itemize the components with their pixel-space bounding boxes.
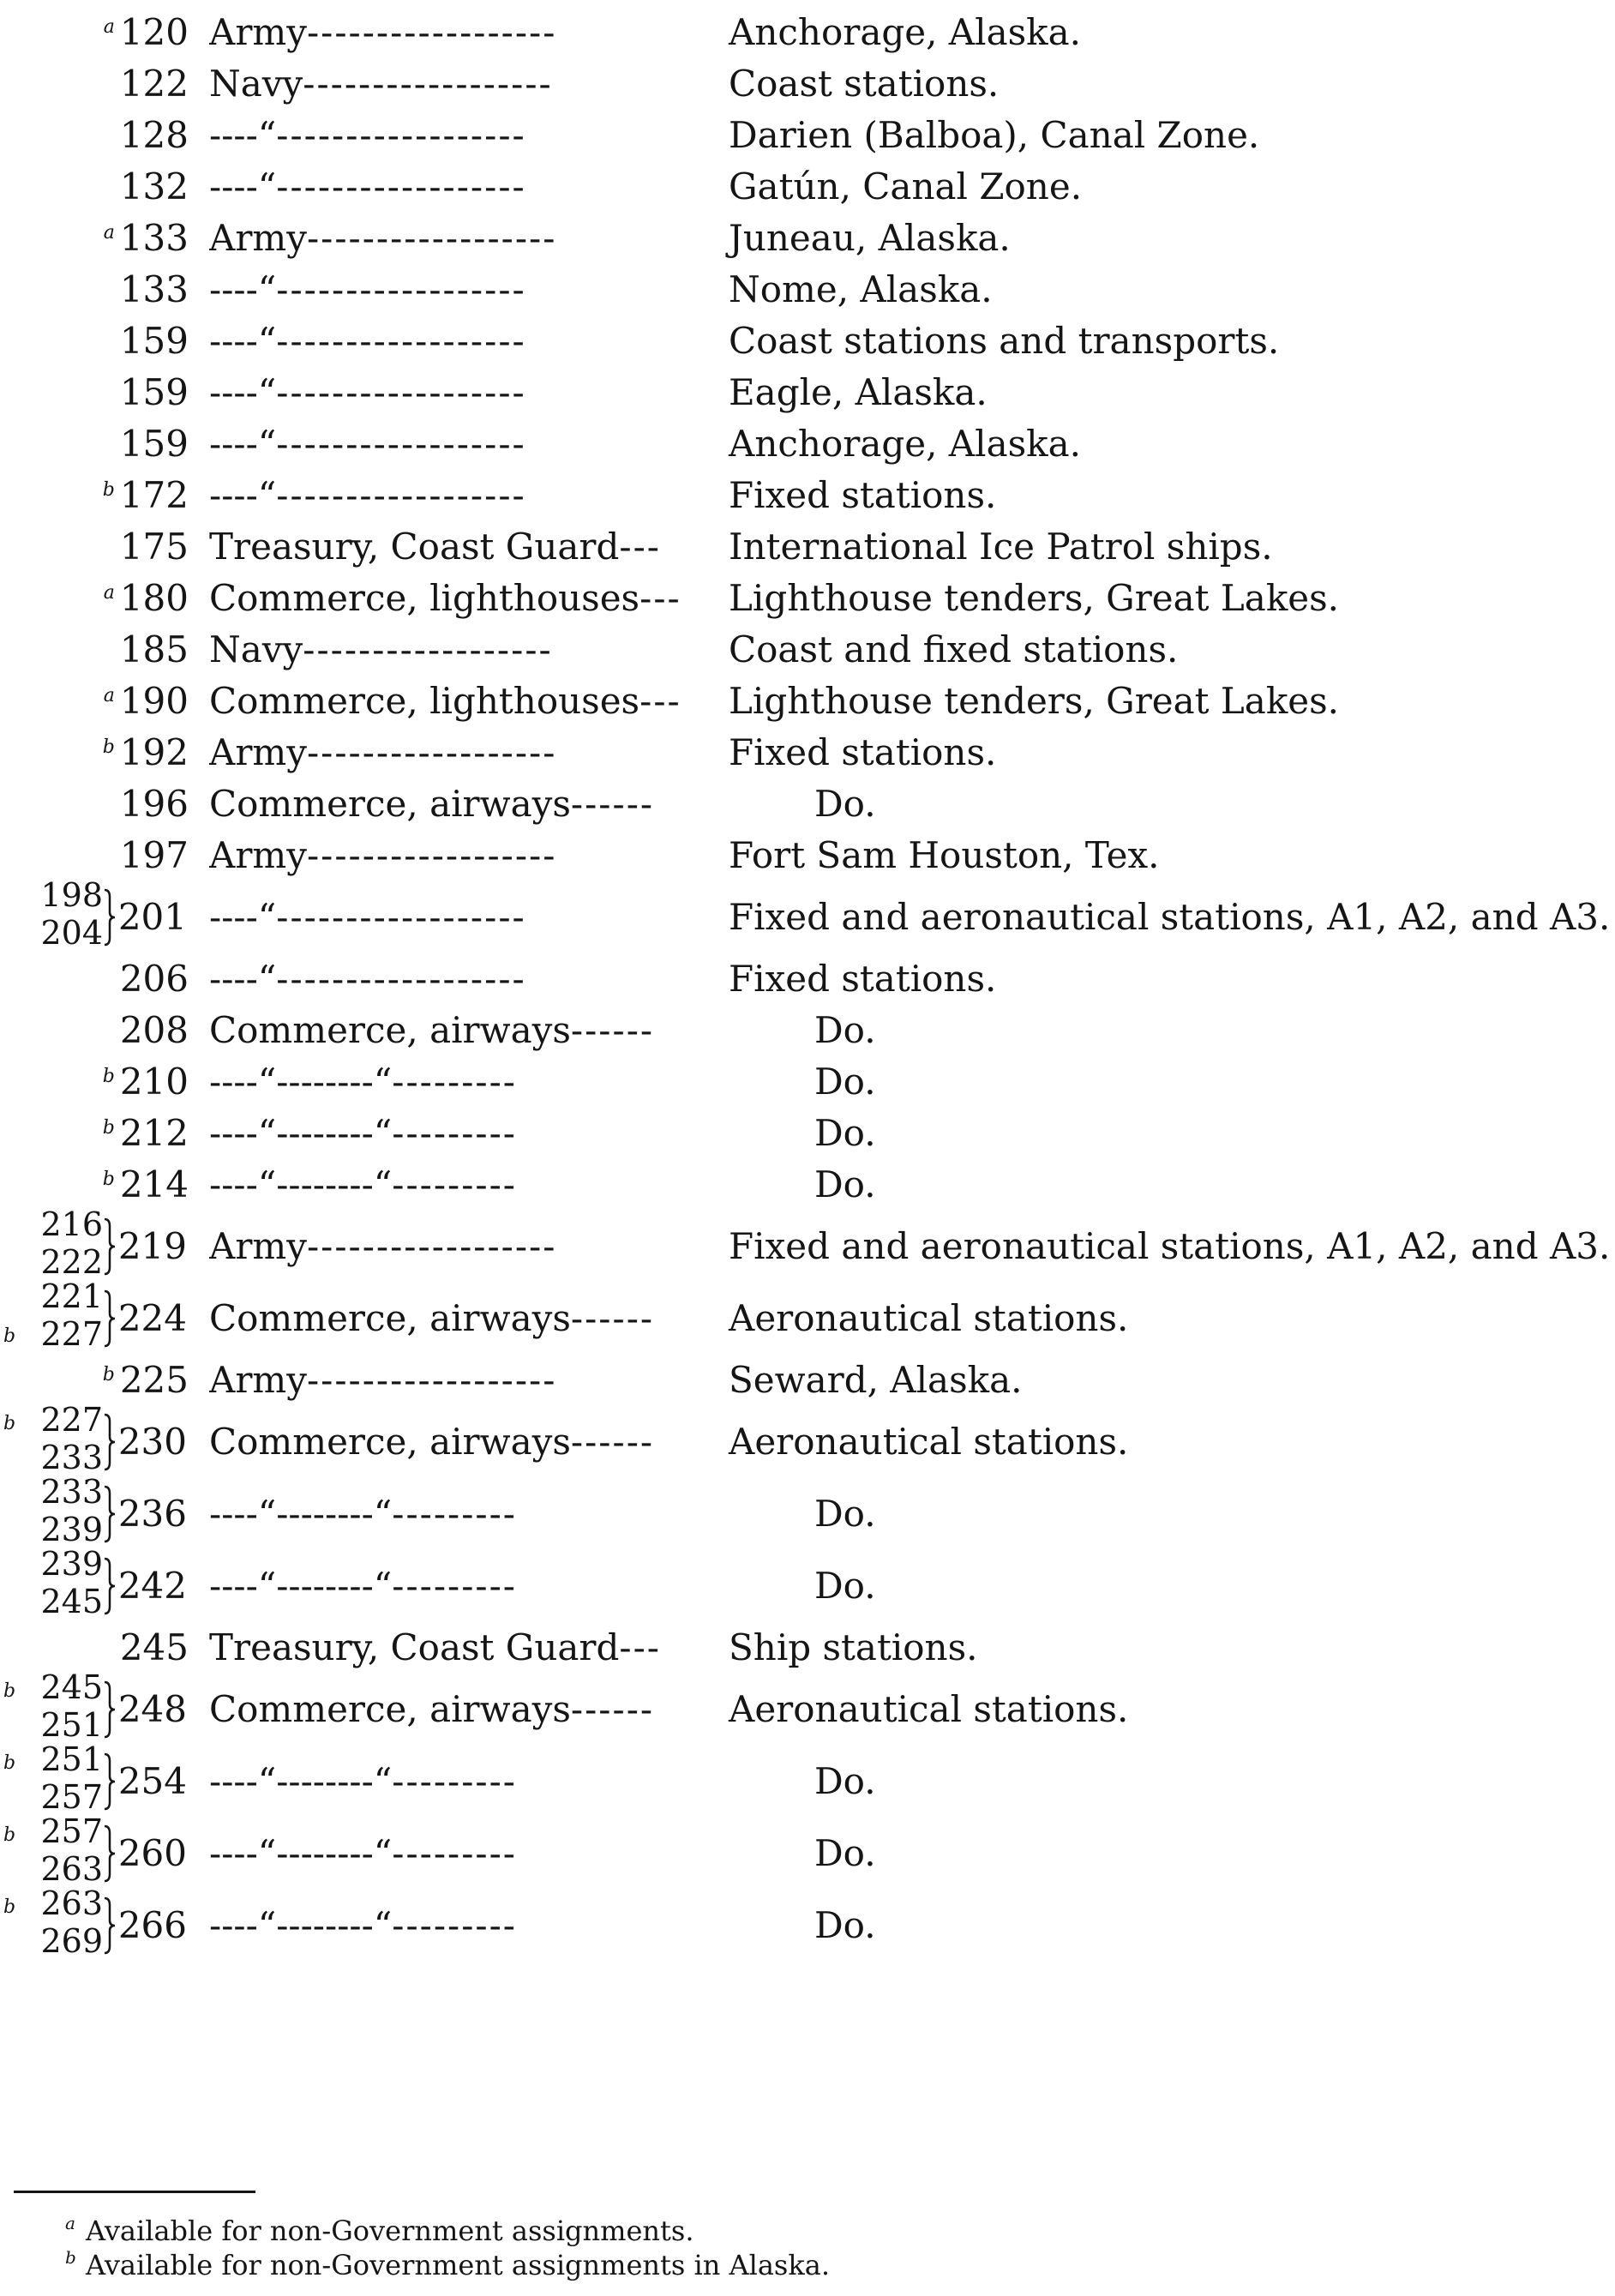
range-start: 239: [40, 1545, 103, 1583]
table-row: [0, 1884, 1615, 1960]
table-row: [0, 1205, 1615, 1281]
range-end: 233: [40, 1439, 103, 1476]
frequency-kc: [103, 1108, 189, 1159]
leader-dashes: ---: [639, 577, 681, 619]
agency-name: ----“: [209, 320, 277, 362]
footnote-mark: a: [103, 16, 115, 38]
range-end: 204: [40, 914, 103, 952]
table-row: [0, 1056, 1615, 1108]
frequency-kc: [115, 264, 189, 316]
frequency-value: 196: [119, 783, 189, 825]
agency: [209, 1552, 706, 1620]
range-start: 245: [40, 1668, 103, 1706]
leader-dashes: ------: [570, 1297, 655, 1339]
frequency-kc: [103, 1159, 189, 1211]
agency: [209, 316, 706, 367]
frequency-kc: [113, 1891, 187, 1960]
agency: [209, 1108, 706, 1159]
frequency-value: 190: [119, 680, 189, 722]
leader-dashes: ------------------: [276, 896, 526, 938]
frequency-value: 197: [119, 834, 189, 876]
agency: [209, 213, 706, 264]
frequency-kc: [104, 7, 189, 58]
range-start: 221: [40, 1277, 103, 1315]
frequency-kc: [115, 316, 189, 367]
agency: [209, 1056, 706, 1108]
footnote-mark: b: [102, 1066, 115, 1087]
table-row: [0, 1355, 1615, 1406]
frequency-kc: [113, 1408, 187, 1476]
agency: [209, 7, 706, 58]
agency-name: Army: [209, 217, 307, 259]
leader-dashes: ------------------: [276, 371, 526, 413]
table-row: [0, 573, 1615, 624]
agency-name: Army: [209, 11, 307, 53]
table-row: [0, 1545, 1615, 1620]
footnote-mark: b: [102, 736, 115, 758]
assignment: Aeronautical stations.: [729, 1421, 1129, 1463]
agency-name: ----“: [209, 165, 277, 207]
leader-dashes: ---------: [392, 1493, 517, 1535]
assignment: Nome, Alaska.: [729, 268, 993, 310]
frequency-value: 133: [119, 268, 189, 310]
assignment: Lighthouse tenders, Great Lakes.: [729, 577, 1340, 619]
leader-dashes: ---------: [392, 1832, 517, 1874]
agency-name: Commerce, airways: [209, 1297, 571, 1339]
frequency-value: 159: [119, 371, 189, 413]
frequency-value: 208: [119, 1009, 189, 1051]
range-start: 216: [40, 1205, 103, 1243]
agency: [209, 676, 706, 727]
footnote-mark: b: [102, 1117, 115, 1139]
frequency-kc: [103, 470, 189, 521]
footnote-mark: b: [102, 1364, 115, 1385]
agency-name: ----“--------“: [209, 1565, 393, 1607]
frequency-value: 206: [119, 958, 189, 1000]
agency: [209, 1747, 706, 1816]
leader-dashes: ---: [639, 680, 681, 722]
frequency-value: 236: [117, 1493, 187, 1535]
leader-dashes: ---------: [392, 1163, 517, 1205]
agency-name: Treasury, Coast Guard: [209, 526, 620, 568]
agency: [209, 1819, 706, 1888]
frequency-kc: [103, 727, 189, 778]
frequency-value: 172: [119, 474, 189, 516]
assignment: Fixed and aeronautical stations, A1, A2, and A3.: [729, 896, 1611, 938]
frequency-value: 132: [119, 165, 189, 207]
frequency-kc: [113, 1675, 187, 1744]
footnote-mark: a: [103, 685, 115, 706]
assignment: Do.: [814, 1565, 876, 1607]
agency-name: ----“--------“: [209, 1904, 393, 1946]
agency: [209, 110, 706, 161]
table-row: [0, 58, 1615, 110]
frequency-kc: [115, 830, 189, 881]
assignment: Darien (Balboa), Canal Zone.: [729, 114, 1260, 156]
agency: [209, 1480, 706, 1548]
leader-dashes: ------------------: [276, 423, 526, 465]
footnote-mark: b: [65, 2247, 76, 2268]
frequency-kc: [115, 521, 189, 573]
frequency-kc: [115, 624, 189, 676]
range-end: 222: [40, 1243, 103, 1281]
agency: [209, 58, 706, 110]
leader-dashes: ------------------: [303, 63, 553, 105]
range-start: 257: [40, 1812, 103, 1850]
leader-dashes: ------------------: [306, 11, 557, 53]
table-row: [0, 830, 1615, 881]
assignment: Fort Sam Houston, Tex.: [729, 834, 1160, 876]
table-row: [0, 624, 1615, 676]
agency-name: Treasury, Coast Guard: [209, 1626, 620, 1668]
agency-name: ----“--------“: [209, 1061, 393, 1103]
table-row: [0, 1740, 1615, 1816]
agency-name: ----“: [209, 371, 277, 413]
assignment: Do.: [814, 1061, 876, 1103]
leader-dashes: ---------: [392, 1904, 517, 1946]
table-row: [0, 1668, 1615, 1744]
agency: [209, 727, 706, 778]
agency-name: Army: [209, 731, 307, 773]
agency-name: ----“: [209, 958, 277, 1000]
frequency-value: 248: [117, 1688, 187, 1730]
agency: [209, 161, 706, 213]
frequency-value: 212: [119, 1112, 189, 1154]
agency-name: ----“: [209, 423, 277, 465]
frequency-value: 254: [117, 1760, 187, 1802]
table-row: [0, 1277, 1615, 1353]
range-end-footnote-mark: b: [3, 1325, 16, 1347]
assignment: Coast and fixed stations.: [729, 628, 1179, 670]
leader-dashes: ------------------: [306, 1359, 557, 1401]
agency: [209, 1355, 706, 1406]
frequency-kc: [115, 778, 189, 830]
footnote-mark: a: [65, 2213, 75, 2233]
table-row: [0, 727, 1615, 778]
agency: [209, 470, 706, 521]
range-end: 239: [40, 1511, 103, 1548]
agency: [209, 1284, 706, 1353]
agency: [209, 573, 706, 624]
assignment: Coast stations.: [729, 63, 1000, 105]
leader-dashes: ------------------: [276, 268, 526, 310]
agency-name: ----“: [209, 474, 277, 516]
footnote-mark: a: [103, 222, 115, 243]
table-row: [0, 1401, 1615, 1476]
table-row: [0, 953, 1615, 1005]
agency: [209, 418, 706, 470]
agency: [209, 830, 706, 881]
leader-dashes: ---------: [392, 1760, 517, 1802]
leader-dashes: ------: [570, 783, 655, 825]
table-row: [0, 1159, 1615, 1211]
range-end: 245: [40, 1583, 103, 1620]
leader-dashes: ------------------: [276, 165, 526, 207]
frequency-kc: [115, 1005, 189, 1056]
table-row: [0, 418, 1615, 470]
frequency-value: 260: [117, 1832, 187, 1874]
agency: [209, 1005, 706, 1056]
leader-dashes: ------: [570, 1688, 655, 1730]
assignment: Do.: [814, 1760, 876, 1802]
footnote-mark: b: [102, 1169, 115, 1190]
frequency-kc: [115, 161, 189, 213]
table-row: [0, 264, 1615, 316]
agency: [209, 264, 706, 316]
agency-name: Army: [209, 834, 307, 876]
footnote-mark: a: [103, 582, 115, 604]
frequency-kc: [115, 953, 189, 1005]
agency-name: ----“--------“: [209, 1832, 393, 1874]
assignment: Fixed stations.: [729, 958, 997, 1000]
assignment: Fixed and aeronautical stations, A1, A2, and A3.: [729, 1225, 1611, 1267]
agency: [209, 624, 706, 676]
table-row: [0, 161, 1615, 213]
frequency-value: 159: [119, 423, 189, 465]
frequency-value: 201: [117, 896, 187, 938]
leader-dashes: ---------: [392, 1565, 517, 1607]
assignment: Do.: [814, 783, 876, 825]
table-row: [0, 213, 1615, 264]
assignment: Lighthouse tenders, Great Lakes.: [729, 680, 1340, 722]
leader-dashes: ------------------: [306, 1225, 557, 1267]
frequency-kc: [113, 1212, 187, 1281]
table-row: [0, 1108, 1615, 1159]
frequency-kc: [115, 110, 189, 161]
frequency-kc: [115, 1622, 189, 1674]
table-row: [0, 110, 1615, 161]
agency-name: Navy: [209, 628, 303, 670]
range-start-footnote-mark: b: [3, 1824, 16, 1846]
assignment: Fixed stations.: [729, 731, 997, 773]
assignment: Fixed stations.: [729, 474, 997, 516]
agency: [209, 1408, 706, 1476]
agency: [209, 953, 706, 1005]
agency-name: ----“--------“: [209, 1163, 393, 1205]
frequency-kc: [113, 883, 187, 952]
table-row: [0, 7, 1615, 58]
agency-name: Commerce, airways: [209, 783, 571, 825]
frequency-value: 214: [119, 1163, 189, 1205]
table-row: [0, 676, 1615, 727]
range-end: 263: [40, 1850, 103, 1888]
frequency-kc: [113, 1747, 187, 1816]
table-row: [0, 367, 1615, 418]
range-start: 227: [40, 1401, 103, 1439]
frequency-kc: [113, 1552, 187, 1620]
assignment: Coast stations and transports.: [729, 320, 1280, 362]
agency-name: ----“: [209, 268, 277, 310]
agency-name: Army: [209, 1359, 307, 1401]
agency: [209, 1622, 706, 1674]
range-start: 251: [40, 1740, 103, 1778]
table-row: [0, 1812, 1615, 1888]
assignment: Do.: [814, 1112, 876, 1154]
frequency-value: 242: [117, 1565, 187, 1607]
leader-dashes: ------------------: [306, 731, 557, 773]
assignment: Anchorage, Alaska.: [729, 423, 1081, 465]
frequency-value: 120: [119, 11, 189, 53]
frequency-kc: [113, 1480, 187, 1548]
table-row: [0, 1005, 1615, 1056]
table-row: [0, 316, 1615, 367]
agency-name: Navy: [209, 63, 303, 105]
agency: [209, 521, 706, 573]
agency-name: ----“--------“: [209, 1112, 393, 1154]
range-start-footnote-mark: b: [3, 1752, 16, 1774]
frequency-kc: [115, 418, 189, 470]
frequency-kc: [115, 367, 189, 418]
agency: [209, 1159, 706, 1211]
leader-dashes: ------------------: [303, 628, 553, 670]
frequency-value: 122: [119, 63, 189, 105]
assignment: Gatún, Canal Zone.: [729, 165, 1083, 207]
leader-dashes: ------------------: [276, 320, 526, 362]
agency-name: Commerce, airways: [209, 1009, 571, 1051]
assignment: Juneau, Alaska.: [729, 217, 1011, 259]
assignment: Seward, Alaska.: [729, 1359, 1023, 1401]
leader-dashes: ------------------: [276, 958, 526, 1000]
range-end: 269: [40, 1922, 103, 1960]
agency-name: Army: [209, 1225, 307, 1267]
assignment: Do.: [814, 1163, 876, 1205]
agency-name: Commerce, airways: [209, 1688, 571, 1730]
frequency-value: 159: [119, 320, 189, 362]
frequency-kc: [115, 58, 189, 110]
agency-name: ----“: [209, 114, 277, 156]
footnote-text: Available for non-Government assignments.: [86, 2215, 694, 2247]
agency: [209, 1675, 706, 1744]
agency: [209, 1212, 706, 1281]
frequency-kc: [103, 1355, 189, 1406]
range-end: 257: [40, 1778, 103, 1816]
footnote-text: Available for non-Government assignments in Alaska.: [86, 2249, 830, 2281]
agency: [209, 1891, 706, 1960]
range-start: 198: [40, 876, 103, 914]
frequency-value: 245: [119, 1626, 189, 1668]
frequency-value: 266: [117, 1904, 187, 1946]
frequency-value: 175: [119, 526, 189, 568]
table-row: [0, 470, 1615, 521]
frequency-value: 133: [119, 217, 189, 259]
assignment: Do.: [814, 1009, 876, 1051]
table-row: [0, 778, 1615, 830]
agency-name: ----“: [209, 896, 277, 938]
assignment: Anchorage, Alaska.: [729, 11, 1081, 53]
frequency-kc: [103, 1056, 189, 1108]
leader-dashes: ---: [619, 1626, 661, 1668]
assignment: Do.: [814, 1832, 876, 1874]
table-row: [0, 521, 1615, 573]
range-start: 263: [40, 1884, 103, 1922]
leader-dashes: ------------------: [276, 474, 526, 516]
frequency-value: 225: [119, 1359, 189, 1401]
frequency-value: 219: [117, 1225, 187, 1267]
frequency-kc: [104, 676, 189, 727]
footnote-mark: b: [102, 479, 115, 501]
frequency-kc: [113, 1284, 187, 1353]
assignment: Do.: [814, 1904, 876, 1946]
range-start-footnote-mark: b: [3, 1896, 16, 1918]
agency: [209, 367, 706, 418]
range-start-footnote-mark: b: [3, 1680, 16, 1702]
assignment: Aeronautical stations.: [729, 1688, 1129, 1730]
agency-name: Commerce, airways: [209, 1421, 571, 1463]
leader-dashes: ---------: [392, 1061, 517, 1103]
table-row: [0, 1622, 1615, 1674]
frequency-value: 128: [119, 114, 189, 156]
range-end: 251: [40, 1706, 103, 1744]
frequency-kc: [104, 573, 189, 624]
agency-name: ----“--------“: [209, 1760, 393, 1802]
frequency-value: 230: [117, 1421, 187, 1463]
leader-dashes: ------: [570, 1009, 655, 1051]
assignment: International Ice Patrol ships.: [729, 526, 1273, 568]
frequency-value: 210: [119, 1061, 189, 1103]
leader-dashes: ------: [570, 1421, 655, 1463]
leader-dashes: ---------: [392, 1112, 517, 1154]
assignment: Eagle, Alaska.: [729, 371, 988, 413]
agency-name: ----“--------“: [209, 1493, 393, 1535]
leader-dashes: ------------------: [306, 217, 557, 259]
agency: [209, 778, 706, 830]
assignment: Do.: [814, 1493, 876, 1535]
assignment: Ship stations.: [729, 1626, 978, 1668]
frequency-kc: [104, 213, 189, 264]
footnote-rule: [14, 2191, 255, 2193]
frequency-value: 185: [119, 628, 189, 670]
table-row: [0, 1473, 1615, 1548]
agency-name: Commerce, lighthouses: [209, 577, 640, 619]
table-row: [0, 876, 1615, 952]
frequency-kc: [113, 1819, 187, 1888]
leader-dashes: ---: [619, 526, 661, 568]
leader-dashes: ------------------: [306, 834, 557, 876]
assignment: Aeronautical stations.: [729, 1297, 1129, 1339]
range-start: 233: [40, 1473, 103, 1511]
frequency-value: 192: [119, 731, 189, 773]
agency-name: Commerce, lighthouses: [209, 680, 640, 722]
frequency-value: 224: [117, 1297, 187, 1339]
range-end: 227: [40, 1315, 103, 1353]
frequency-value: 180: [119, 577, 189, 619]
agency: [209, 883, 706, 952]
range-start-footnote-mark: b: [3, 1413, 16, 1434]
leader-dashes: ------------------: [276, 114, 526, 156]
